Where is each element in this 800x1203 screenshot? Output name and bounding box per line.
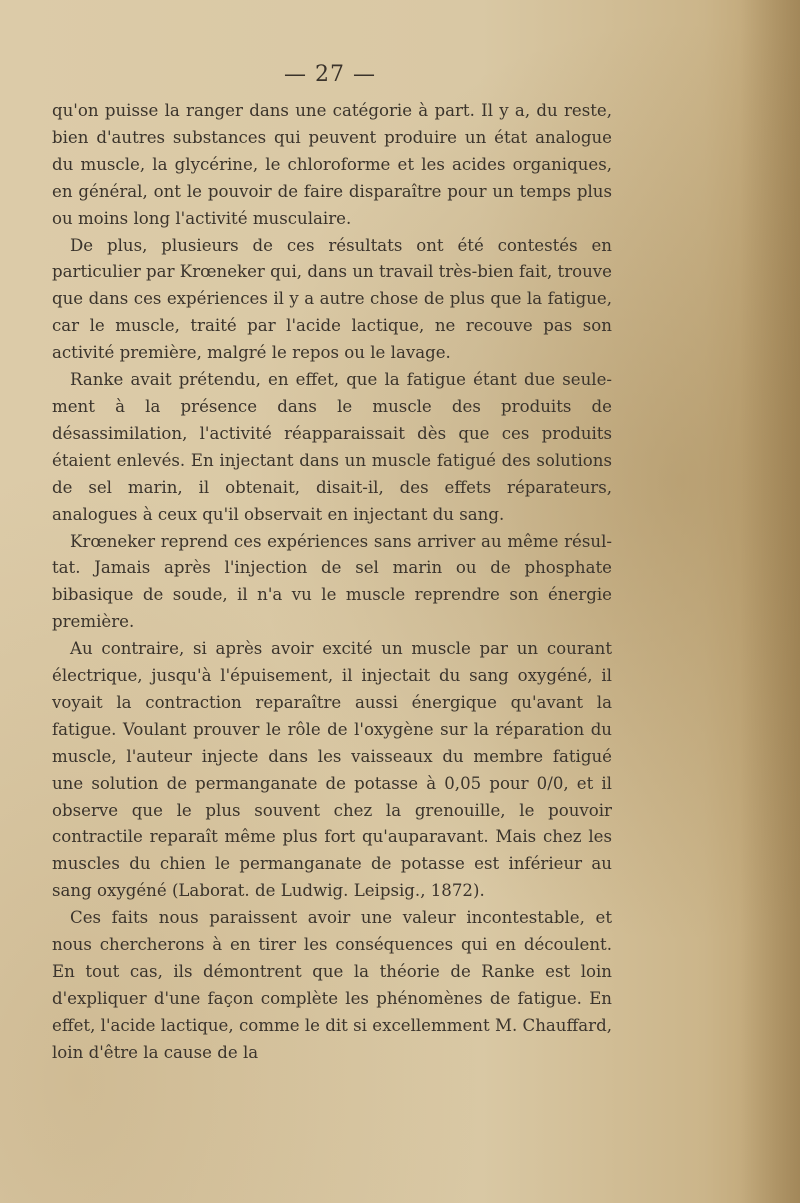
page-number: — 27 —: [284, 62, 376, 87]
paragraph: Au contraire, si après avoir excité un muscle par un courant électrique, jusqu'à l'épuisement, il injectait du sang oxygéné, il voyait la contraction reparaître aussi énergique qu'avant la fatigue. Voulant prouver le rôle de l'oxygène sur la réparation du muscle, l'auteur injecte dans les vaisseaux du membre fatigué une solution de permanganate de potasse à 0,05 pour 0/0, et il observe que le plus souvent chez la grenouille, le pouvoir contractile reparaît même plus fort qu'auparavant. Mais chez les muscles du chien le permanganate de potasse est inférieur au sang oxygéné (Laborat. de Ludwig. Leipsig., 1872).: [52, 639, 612, 901]
paragraph: qu'on puisse la ranger dans une catégorie à part. Il y a, du reste, bien d'autres substances qui peuvent produire un état analogue du muscle, la glycérine, le chloroforme et les acides organiques, en général, ont le pouvoir de faire disparaître pour un temps plus ou moins long l'activité musculaire.: [52, 101, 612, 228]
body-text: [52, 98, 612, 1067]
paragraph: Krœneker reprend ces expériences sans arriver au même résultat. Jamais après l'injection de sel marin ou de phosphate bibasique de soude, il n'a vu le muscle reprendre son énergie première.: [52, 531, 612, 632]
paragraph: De plus, plusieurs de ces résultats ont été contestés en particulier par Krœneker qui, dans un travail très-bien fait, trouve que dans ces expériences il y a autre chose de plus que la fatigue, car le muscle, traité par l'acide lactique, ne recouve pas son activité première, malgré le repos ou le lavage.: [52, 235, 612, 363]
paragraph: Ranke avait prétendu, en effet, que la fatigue étant due seulement à la présence dans le muscle des produits de désassimilation, l'activité réapparaissait dès que ces produits étaient enlevés. En injectant dans un muscle fatigué des solutions de sel marin, il obtenait, disait-il, des effets réparateurs, analogues à ceux qu'il observait en injectant du sang.: [52, 370, 612, 524]
paragraph: Ces faits nous paraissent avoir une valeur incontestable, et nous chercherons à en tirer les conséquences qui en découlent. En tout cas, ils démontrent que la théorie de Ranke est loin d'expliquer d'une façon complète les phénomènes de fatigue. En effet, l'acide lactique, comme le dit si excellemment M. Chauffard, loin d'être la cause de la: [52, 908, 612, 1062]
page-edge-shadow: [740, 0, 800, 1203]
